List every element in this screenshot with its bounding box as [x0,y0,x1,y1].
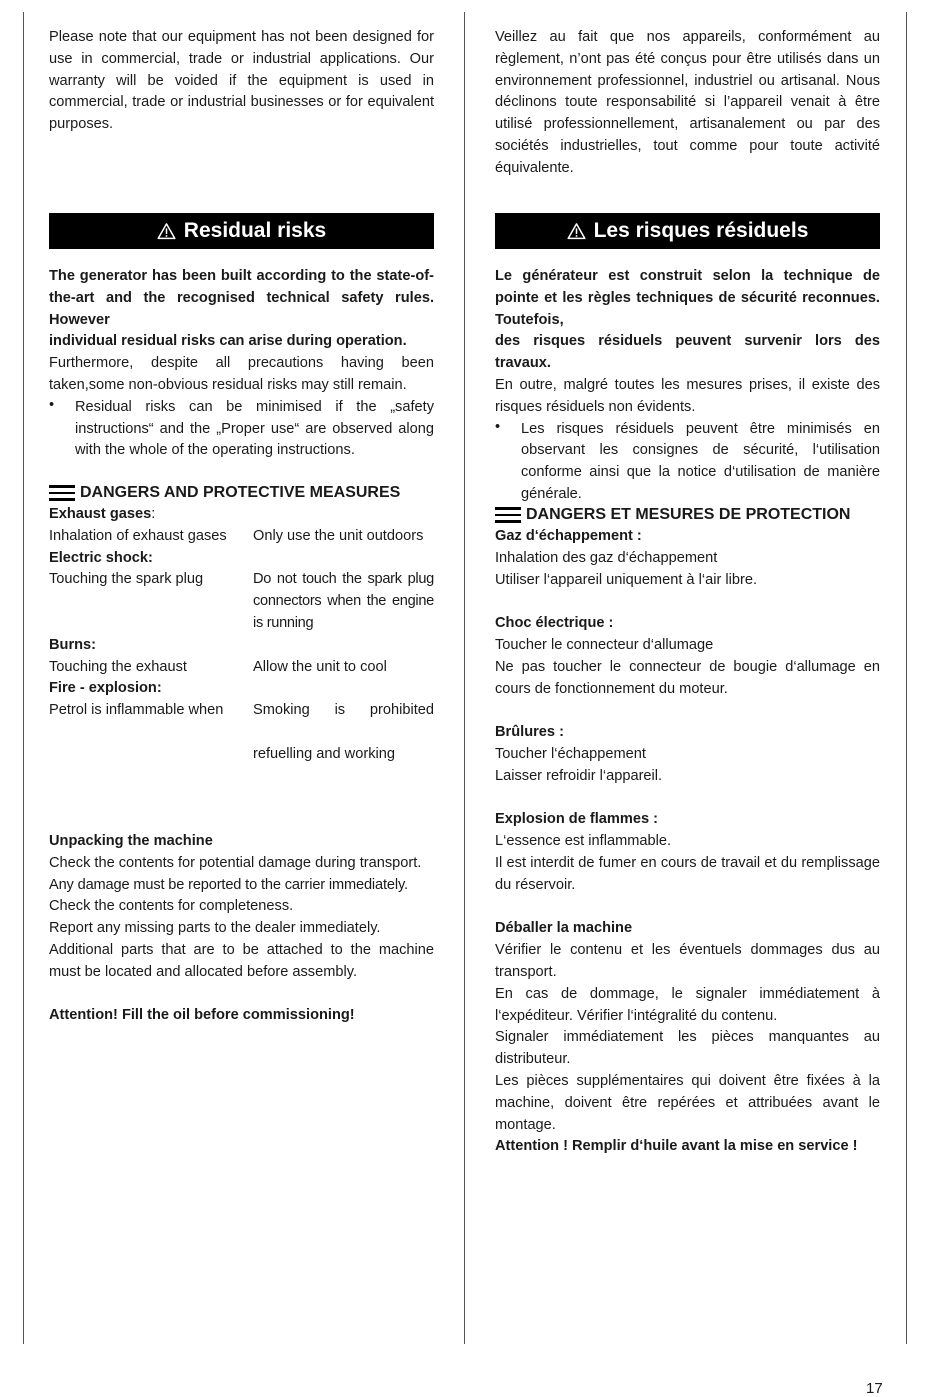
bold-intro: The generator has been built according to the state-of-the-art and the recognised technical safety rules. However [49,268,434,328]
deballer-heading: Déballer la machine [495,920,633,937]
brulures-label: Brûlures : [495,724,564,741]
body-paragraph: En outre, malgré toutes les mesures prises, il existe des risques résiduels non évidents. [495,376,880,415]
dangers-section [49,482,434,766]
deballer-text: En cas de dommage, le signaler immédiatement à l‘expéditeur. Vérifier l‘intégralité du contenu. [495,985,880,1024]
risques-residuels-body [495,266,880,506]
danger-measure: Do not touch the spark plug connectors when the engine is running [253,571,434,631]
unpacking-text: Any damage must be reported to the carrier immediately. [49,876,408,893]
deballer-text: Les pièces supplémentaires qui doivent être fixées à la machine, doivent être repérées et attribuées avant le montage. [495,1072,880,1133]
banner-title: Les risques résiduels [593,219,809,242]
fire-label: Fire - explosion: [49,680,162,697]
attention-note: Attention ! Remplir d‘huile avant la mise en service ! [495,1138,858,1155]
menu-lines-icon [49,485,75,501]
bullet-marker: • [49,396,55,413]
danger-row-shock [49,569,434,634]
deballer-text: Vérifier le contenu et les éventuels dommages dus au transport. [495,942,880,980]
danger-cause: Petrol is inflammable when [49,702,224,719]
danger-measure: Il est interdit de fumer en cours de travail et du remplissage du réservoir. [495,854,880,893]
danger-cause: L‘essence est inflammable. [495,833,672,850]
list-item [495,419,880,506]
banner-title: Residual risks [183,219,327,242]
bullet-text: Residual risks can be minimised if the „safety instructions“ and the „Proper use“ are observed along with the whole of the operating instructions. [75,398,434,459]
danger-measure: Utiliser l‘appareil uniquement à l‘air libre. [495,571,757,588]
danger-measure: Ne pas toucher le connecteur de bougie d‘allumage en cours de fonctionnement du moteur. [495,658,880,697]
attention-note: Attention! Fill the oil before commissioning! [49,1007,355,1024]
residual-risks-banner [49,213,434,249]
warning-triangle-icon [567,222,586,240]
dangers-heading [495,504,880,526]
exhaust-label: Exhaust gases: [49,506,156,522]
unpacking-text: Additional parts that are to be attached to the machine must be located and allocated before assembly. [49,941,434,980]
residual-risks-body [49,266,434,462]
bold-statement: individual residual risks can arise during operation. [49,333,407,350]
center-column-rule [464,12,465,1344]
danger-cause: Inhalation of exhaust gases [49,527,227,544]
intro-paragraph: Veillez au fait que nos appareils, conformément au règlement, n’ont pas été conçus pour être utilisés dans un environnement professionnel, industriel ou artisanal. Nous déclinons toute responsabilité si l’appareil venait à être utilisé professionnellement, artisanalement ou par des sociétés industrielles, tout comme pour toute activité équivalente. [495,29,880,176]
bullet-text: Les risques résiduels peuvent être minimisés en observant les consignes de sécurité, l‘utilisation conforme ainsi que la notice d‘utilisation de manière générale. [521,420,880,502]
danger-row-exhaust [49,526,434,548]
dangers-heading-text: DANGERS ET MESURES DE PROTECTION [526,506,851,523]
danger-cause: Toucher le connecteur d‘allumage [495,636,714,653]
list-item [49,397,434,462]
choc-label: Choc électrique : [495,615,614,632]
unpacking-text: Check the contents for completeness. [49,898,294,915]
danger-measure-continued: refuelling and working [253,745,395,762]
deballer-text: Signaler immédiatement les pièces manquantes au distributeur. [495,1029,880,1068]
unpacking-section [49,831,434,1027]
bold-statement: des risques résiduels peuvent survenir lors des travaux. [495,333,880,372]
shock-label: Electric shock: [49,549,153,566]
danger-measure: Only use the unit outdoors [253,527,424,544]
body-paragraph: Furthermore, despite all precautions having been taken,some non-obvious residual risks may still remain. [49,355,434,393]
bullet-marker: • [495,418,501,435]
right-margin-rule [906,12,907,1344]
gaz-label: Gaz d‘échappement : [495,528,642,544]
danger-cause: Touching the spark plug [49,571,204,588]
danger-measure: Smoking is prohibited [253,702,434,719]
bold-intro: Le générateur est construit selon la technique de pointe et les règles techniques de sécurité reconnues. Toutefois, [495,268,880,328]
french-column [495,27,880,1155]
danger-cause: Toucher l‘échappement [495,745,646,762]
unpacking-text: Report any missing parts to the dealer immediately. [49,920,381,937]
unpacking-heading: Unpacking the machine [49,833,213,849]
danger-measure: Allow the unit to cool [253,658,387,675]
danger-cause: Touching the exhaust [49,658,187,675]
warning-triangle-icon [157,222,176,240]
danger-row-fire [49,700,434,765]
danger-cause: Inhalation des gaz d‘échappement [495,549,718,566]
left-margin-rule [23,12,24,1344]
danger-measure: Laisser refroidir l‘appareil. [495,767,663,784]
english-column [49,27,434,1024]
dangers-heading [49,482,434,504]
dangers-heading-text: DANGERS AND PROTECTIVE MEASURES [80,484,401,501]
burns-label: Burns: [49,636,97,653]
dangers-section [495,504,880,1158]
explosion-label: Explosion de flammes : [495,811,659,828]
intro-paragraph: Please note that our equipment has not been designed for use in commercial, trade or industrial applications. Our warranty will be voided if the equipment is used in commercial, trade or industrial businesses or for equivalent purposes. [49,29,434,133]
page-number: 17 [866,1380,883,1397]
unpacking-text: Check the contents for potential damage during transport. [49,854,422,871]
danger-row-burns [49,657,434,679]
risques-residuels-banner [495,213,880,249]
menu-lines-icon [495,507,521,523]
